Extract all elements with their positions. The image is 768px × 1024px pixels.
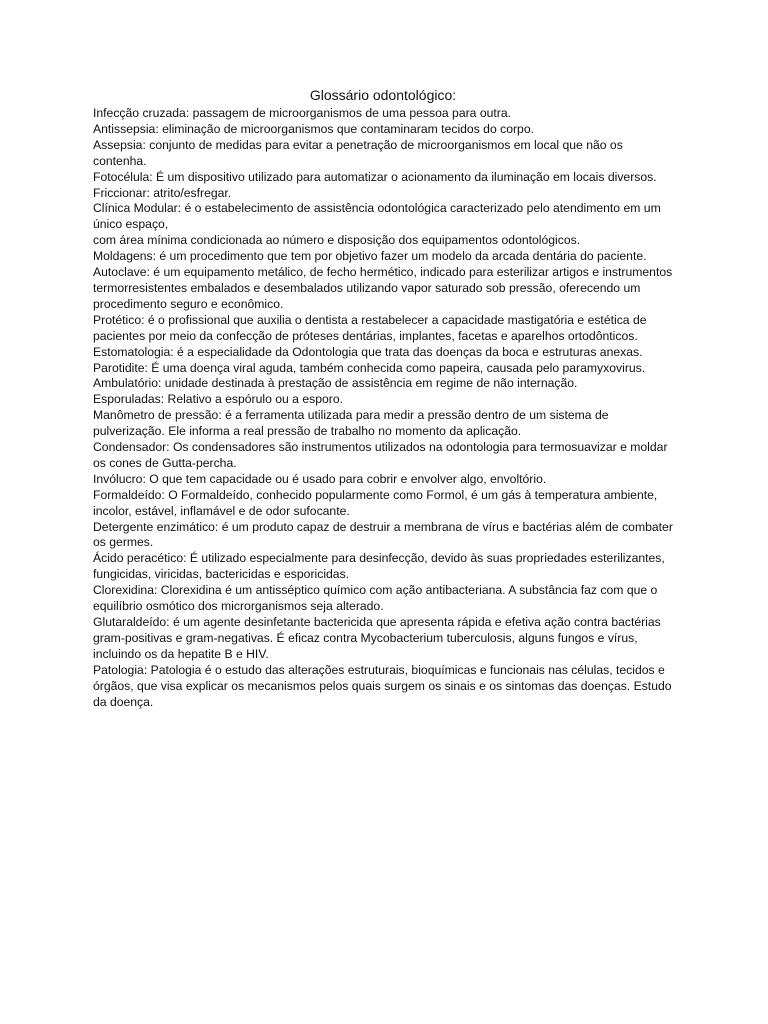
- glossary-entry: Glutaraldeído: é um agente desinfetante bactericida que apresenta rápida e efetiva ação contra bactérias gram-positivas e gram-negativas. É eficaz contra Mycobacterium tuberculosis, alguns fungos e vírus, incluindo os da hepatite B e HIV.: [93, 615, 661, 661]
- glossary-entry: com área mínima condicionada ao número e disposição dos equipamentos odontológicos.: [93, 233, 581, 248]
- glossary-entry: Invólucro: O que tem capacidade ou é usado para cobrir e envolver algo, envoltório.: [93, 471, 547, 486]
- glossary-entry: Clínica Modular: é o estabelecimento de assistência odontológica caracterizado pelo atendimento em um único espaço,: [93, 201, 661, 232]
- glossary-entry: Antissepsia: eliminação de microorganismos que contaminaram tecidos do corpo.: [93, 121, 534, 136]
- glossary-entry: Fotocélula: É um dispositivo utilizado para automatizar o acionamento da iluminação em locais diversos.: [93, 169, 657, 184]
- glossary-entry: Moldagens: é um procedimento que tem por objetivo fazer um modelo da arcada dentária do paciente.: [93, 249, 647, 264]
- glossary-entry: Patologia: Patologia é o estudo das alterações estruturais, bioquímicas e funcionais nas células, tecidos e órgãos, que visa explicar os mecanismos pelos quais surgem os sinais e os sintomas das doenças. Estudo da doença.: [93, 662, 672, 709]
- glossary-entry: Detergente enzimático: é um produto capaz de destruir a membrana de vírus e bactérias além de combater os germes.: [93, 519, 673, 550]
- glossary-entry: Autoclave: é um equipamento metálico, de fecho hermético, indicado para esterilizar artigos e instrumentos termorresistentes embalados e desembalados utilizando vapor saturado sob pressão, oferecendo um procedimento seguro e econômico.: [93, 265, 673, 311]
- glossary-entry: Protético: é o profissional que auxilia o dentista a restabelecer a capacidade mastigatória e estética de pacientes por meio da confecção de próteses dentárias, implantes, facetas e aparelhos ortodônticos.: [93, 312, 647, 343]
- glossary-entry: Formaldeído: O Formaldeído, conhecido popularmente como Formol, é um gás à temperatura ambiente, incolor, estável, inflamável e de odor sufocante.: [93, 487, 658, 518]
- glossary-entry: Condensador: Os condensadores são instrumentos utilizados na odontologia para termosuavizar e moldar os cones de Gutta-percha.: [93, 440, 668, 470]
- glossary-entry: Esporuladas: Relativo a espórulo ou a esporo.: [93, 392, 343, 407]
- glossary-entry: Clorexidina: Clorexidina é um antisséptico químico com ação antibacteriana. A substância faz com que o equilíbrio osmótico dos microrganismos seja alterado.: [93, 583, 658, 614]
- page-title: Glossário odontológico:: [309, 87, 457, 103]
- glossary-entry: Manômetro de pressão: é a ferramenta utilizada para medir a pressão dentro de um sistema de pulverização. Ele informa a real pressão de trabalho no momento da aplicação.: [93, 408, 609, 439]
- glossary-entry: Friccionar: atrito/esfregar.: [93, 185, 232, 200]
- glossary-entry: Estomatologia: é a especialidade da Odontologia que trata das doenças da boca e estruturas anexas.: [93, 344, 643, 359]
- glossary-page: [93, 85, 673, 710]
- glossary-entry: Ambulatório: unidade destinada à prestação de assistência em regime de não internação.: [93, 376, 578, 391]
- glossary-entry: Ácido peracético: É utilizado especialmente para desinfecção, devido às suas propriedades esterilizantes, fungicidas, viricidas, bactericidas e esporicidas.: [93, 551, 665, 582]
- glossary-entry: Parotidite: É uma doença viral aguda, também conhecida como papeira, causada pelo paramyxovirus.: [93, 360, 646, 375]
- glossary-entries: [93, 106, 673, 710]
- glossary-entry: Infecção cruzada: passagem de microorganismos de uma pessoa para outra.: [93, 106, 511, 120]
- glossary-entry: Assepsia: conjunto de medidas para evitar a penetração de microorganismos em local que não os contenha.: [93, 137, 623, 168]
